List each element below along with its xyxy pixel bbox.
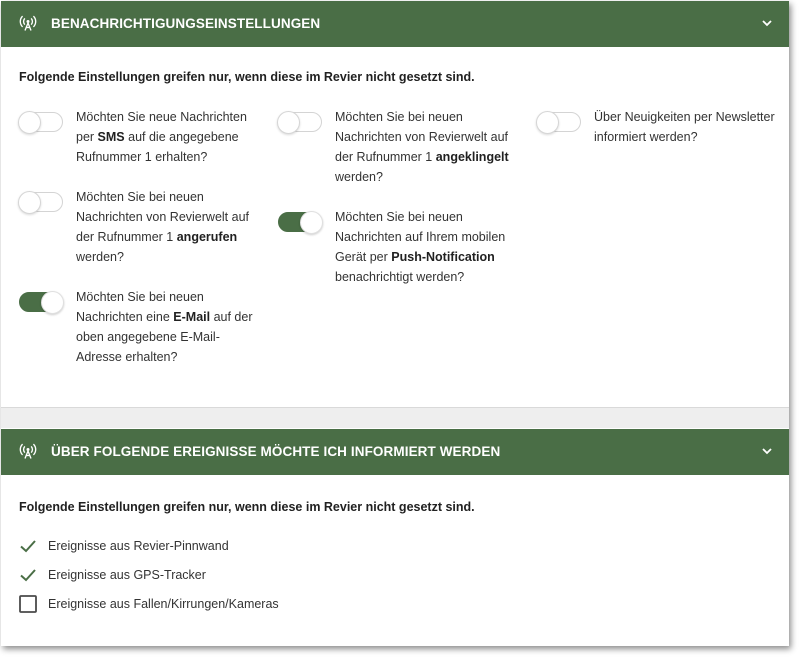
ring-toggle[interactable]: [278, 112, 322, 132]
option-sms-label: Möchten Sie neue Nachrichten per SMS auf die angegebene Rufnummer 1 erhalten?: [76, 110, 247, 164]
newsletter-toggle[interactable]: [537, 112, 581, 132]
section-title: ÜBER FOLGENDE EREIGNISSE MÖCHTE ICH INFORMIERT WERDEN: [51, 444, 501, 459]
option-ring-label: Möchten Sie bei neuen Nachrichten von Revierwelt auf der Rufnummer 1 angeklingelt werden?: [335, 110, 509, 184]
event-fallen[interactable]: [19, 594, 279, 614]
sms-toggle[interactable]: [19, 112, 63, 132]
option-ring: [278, 107, 528, 187]
event-label: Ereignisse aus GPS-Tracker: [48, 568, 206, 582]
events-header[interactable]: [1, 429, 789, 475]
toggle-knob: [536, 111, 559, 134]
option-newsletter-label: Über Neuigkeiten per Newsletter informiert werden?: [594, 110, 775, 144]
call-toggle[interactable]: [19, 192, 63, 212]
toggle-knob: [41, 291, 64, 314]
section-title: BENACHRICHTIGUNGSEINSTELLUNGEN: [51, 16, 321, 31]
chevron-down-icon[interactable]: [761, 445, 773, 457]
toggle-knob: [18, 111, 41, 134]
settings-panel: [1, 1, 789, 646]
event-label: Ereignisse aus Revier-Pinnwand: [48, 539, 229, 553]
check-icon: [19, 566, 37, 584]
toggle-knob: [300, 211, 323, 234]
check-icon: [19, 537, 37, 555]
event-pinnwand[interactable]: [19, 536, 229, 556]
section-divider: [1, 407, 789, 428]
email-toggle[interactable]: [19, 292, 63, 312]
toggle-knob: [18, 191, 41, 214]
option-call-label: Möchten Sie bei neuen Nachrichten von Revierwelt auf der Rufnummer 1 angerufen werden?: [76, 190, 249, 264]
push-toggle[interactable]: [278, 212, 322, 232]
option-newsletter: [537, 107, 787, 147]
option-call: [19, 187, 269, 267]
option-push: [278, 207, 528, 287]
settings-note: Folgende Einstellungen greifen nur, wenn diese im Revier nicht gesetzt sind.: [19, 70, 475, 84]
chevron-down-icon[interactable]: [761, 17, 773, 29]
antenna-icon: [19, 442, 37, 460]
option-email: [19, 287, 269, 367]
option-push-label: Möchten Sie bei neuen Nachrichten auf Ihrem mobilen Gerät per Push-Notification benachrichtigt werden?: [335, 210, 506, 284]
option-sms: [19, 107, 269, 167]
events-note: Folgende Einstellungen greifen nur, wenn diese im Revier nicht gesetzt sind.: [19, 500, 475, 514]
event-label: Ereignisse aus Fallen/Kirrungen/Kameras: [48, 597, 279, 611]
antenna-icon: [19, 14, 37, 32]
option-email-label: Möchten Sie bei neuen Nachrichten eine E-Mail auf der oben angegebene E-Mail-Adresse erhalten?: [76, 290, 253, 364]
checkbox-empty-icon: [19, 595, 37, 613]
notification-settings-header[interactable]: [1, 1, 789, 47]
event-gps-tracker[interactable]: [19, 565, 206, 585]
toggle-knob: [277, 111, 300, 134]
